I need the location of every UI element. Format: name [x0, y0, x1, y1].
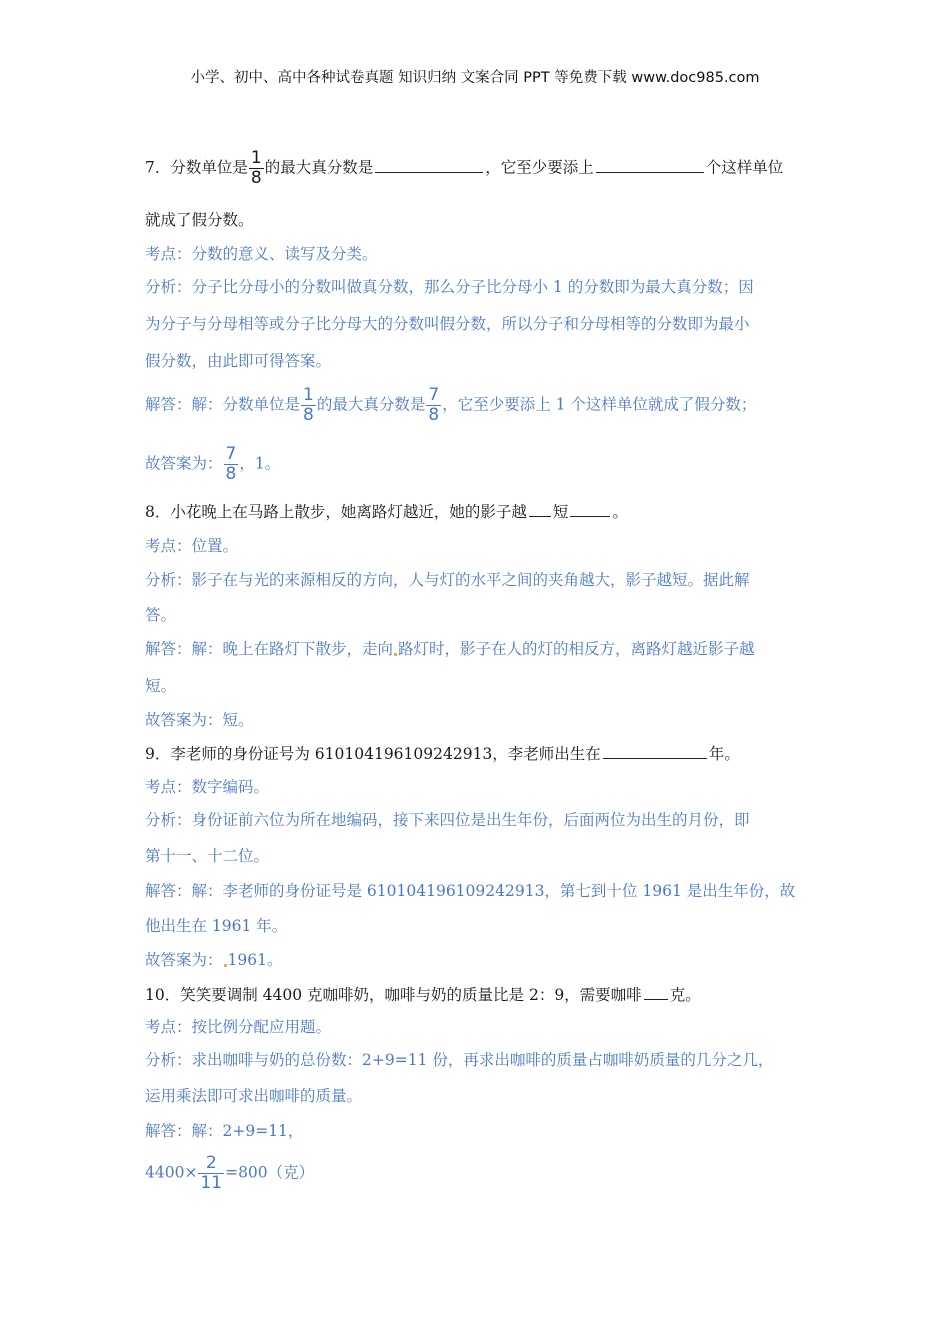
q7-jieda: 解答：解：分数单位是 $\frac{1}{8}$ 的最大真分数是 $\frac{7}{8}$ ，它至少要添上 1 个这样单位就成了假分数； [145, 385, 757, 425]
answer-blank[interactable] [644, 983, 668, 1000]
marker-dot [394, 653, 397, 656]
fraction: $\frac{7}{8}$ [225, 444, 237, 484]
q8-question: 8．小花晚上在马路上散步，她离路灯越近，她的影子越 短 。 [145, 500, 810, 523]
q7-answer: 故答案为： $\frac{7}{8}$ ，1。 [145, 444, 281, 484]
q7-kaodian: 考点：分数的意义、读写及分类。 [145, 245, 378, 263]
q9-jieda-1: 解答：解：李老师的身份证号是 610104196109242913，第七到十位 1961 是出生年份，故 [145, 882, 796, 900]
q10-fenxi-1: 分析：求出咖啡与奶的总份数：2+9=11 份，再求出咖啡的质量占咖啡奶质量的几分之几， [145, 1051, 774, 1069]
q7-fenxi-3: 假分数，由此即可得答案。 [145, 352, 332, 370]
q10-jieda: 解答：解：2+9=11， [145, 1122, 304, 1140]
answer-blank[interactable] [596, 156, 704, 173]
fraction: $\frac{7}{8}$ [428, 385, 440, 425]
q7-fenxi-2: 为分子与分母相等或分子比分母大的分数叫假分数，所以分子和分母相等的分数即为最小 [145, 315, 750, 333]
q10-fenxi-2: 运用乘法即可求出咖啡的质量。 [145, 1087, 363, 1105]
q7-question: 7．分数单位是 $\frac{1}{8}$ 的最大真分数是 ，它至少要添上 个这样单位 [145, 148, 784, 188]
q8-kaodian: 考点：位置。 [145, 537, 239, 555]
q7-fraction: $\frac{1}{8}$ [250, 148, 262, 188]
q9-fenxi-1: 分析：身份证前六位为所在地编码，接下来四位是出生年份，后面两位为出生的月份，即 [145, 811, 750, 829]
q8-fenxi-1: 分析：影子在与光的来源相反的方向，人与灯的水平之间的夹角越大，影子越短。据此解 [145, 571, 750, 589]
q10-calc: 4400× $\frac{2}{11}$ =800（克） [145, 1153, 315, 1193]
fraction: $\frac{2}{11}$ [200, 1153, 223, 1193]
q8-fill: 短 [552, 503, 569, 521]
answer-blank[interactable] [603, 742, 707, 759]
marker-dot [224, 964, 227, 967]
page-header: 小学、初中、高中各种试卷真题 知识归纳 文案合同 PPT 等免费下载 www.doc985.com [190, 70, 760, 86]
q9-answer: 故答案为： 1961。 [145, 951, 283, 969]
q10-kaodian: 考点：按比例分配应用题。 [145, 1018, 332, 1036]
q7-prefix: 7．分数单位是 [145, 158, 248, 177]
q9-jieda-2: 他出生在 1961 年。 [145, 917, 288, 935]
answer-blank[interactable] [529, 500, 551, 517]
q9-fenxi-2: 第十一、十二位。 [145, 847, 270, 865]
q9-kaodian: 考点：数字编码。 [145, 778, 270, 796]
q8-jieda-2: 短。 [145, 677, 177, 695]
q8-answer: 故答案为：短。 [145, 711, 254, 729]
fraction: $\frac{1}{8}$ [303, 385, 314, 425]
q8-fenxi-2: 答。 [145, 606, 177, 624]
q9-question: 9．李老师的身份证号为 610104196109242913，李老师出生在 年。 [145, 742, 810, 765]
q7-question-cont: 就成了假分数。 [145, 211, 254, 229]
q7-fenxi-1: 分析：分子比分母小的分数叫做真分数，那么分子比分母小 1 的分数即为最大真分数；因 [145, 278, 754, 296]
answer-blank[interactable] [375, 156, 483, 173]
q8-jieda-1: 解答：解：晚上在路灯下散步，走向 路灯时，影子在人的灯的相反方，离路灯越近影子越 [145, 640, 755, 658]
q10-question: 10．笑笑要调制 4400 克咖啡奶，咖啡与奶的质量比是 2：9，需要咖啡 克。 [145, 983, 810, 1006]
answer-blank[interactable] [570, 500, 610, 517]
